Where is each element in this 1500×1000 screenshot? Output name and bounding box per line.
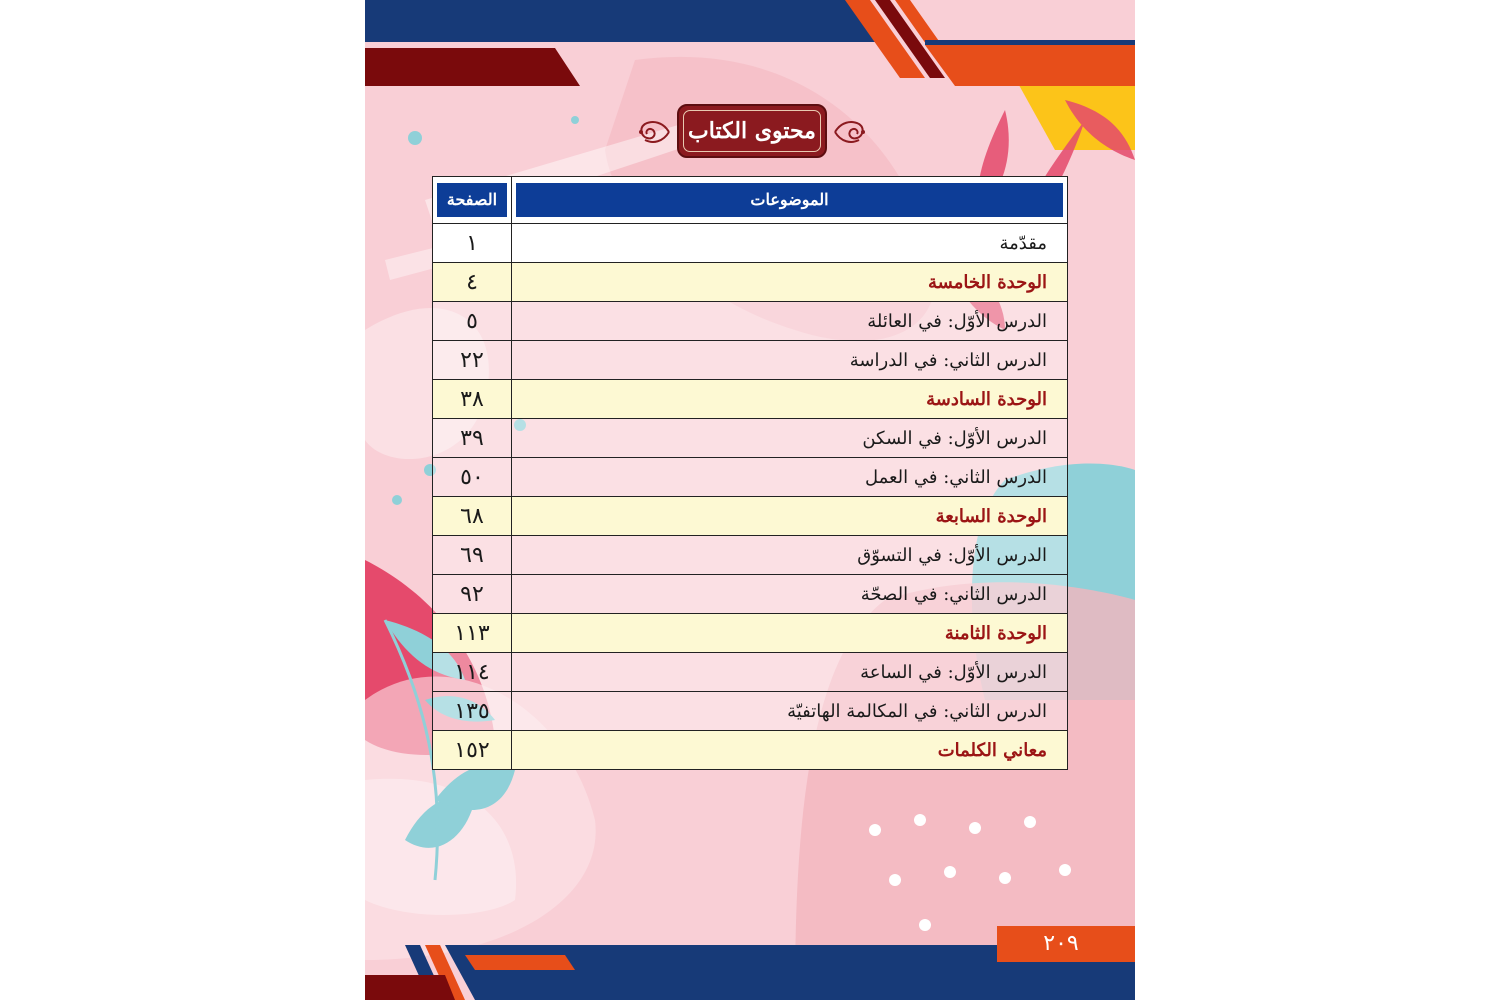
ornament-left-icon [637,118,671,146]
toc-page-number: ٤ [433,263,512,302]
toc-topic: معاني الكلمات [512,731,1068,770]
toc-page-number: ١٥٢ [433,731,512,770]
page-title [677,104,827,158]
toc-row[interactable] [433,614,1068,653]
toc-row[interactable] [433,653,1068,692]
toc-header-row [433,177,1068,224]
toc-page-number: ١ [433,224,512,263]
toc-page-number: ١١٤ [433,653,512,692]
toc-topic: الدرس الثاني: في العمل [512,458,1068,497]
toc-topic: الدرس الثاني: في الدراسة [512,341,1068,380]
book-page [365,0,1135,1000]
toc-page-number: ٢٢ [433,341,512,380]
page-header: الصفحة [433,177,512,224]
toc-row[interactable] [433,224,1068,263]
toc-row[interactable] [433,380,1068,419]
toc-page-number: ٣٨ [433,380,512,419]
toc-row[interactable] [433,536,1068,575]
toc-page-number: ١٣٥ [433,692,512,731]
toc-topic: الوحدة السابعة [512,497,1068,536]
toc-topic: الوحدة الثامنة [512,614,1068,653]
table-of-contents [432,176,1068,770]
toc-topic: الوحدة السادسة [512,380,1068,419]
page-number: ٢٠٩ [997,926,1135,962]
page-title-banner [635,104,869,160]
toc-page-number: ٦٨ [433,497,512,536]
toc-page-number: ١١٣ [433,614,512,653]
toc-row[interactable] [433,302,1068,341]
toc-page-number: ٣٩ [433,419,512,458]
page-title-text: محتوى الكتاب [688,118,816,144]
toc-topic: الدرس الأوّل: في التسوّق [512,536,1068,575]
toc-page-number: ٥٠ [433,458,512,497]
toc-row[interactable] [433,731,1068,770]
toc-row[interactable] [433,575,1068,614]
toc-row[interactable] [433,497,1068,536]
toc-topic: الدرس الثاني: في المكالمة الهاتفيّة [512,692,1068,731]
toc-row[interactable] [433,263,1068,302]
toc-topic: الدرس الأوّل: في العائلة [512,302,1068,341]
toc-row[interactable] [433,341,1068,380]
toc-topic: مقدّمة [512,224,1068,263]
toc-topic: الوحدة الخامسة [512,263,1068,302]
toc-row[interactable] [433,458,1068,497]
topics-header: الموضوعات [512,177,1068,224]
toc-page-number: ٦٩ [433,536,512,575]
toc-topic: الدرس الثاني: في الصحّة [512,575,1068,614]
ornament-right-icon [833,118,867,146]
toc-row[interactable] [433,419,1068,458]
toc-page-number: ٥ [433,302,512,341]
toc-topic: الدرس الأوّل: في الساعة [512,653,1068,692]
toc-topic: الدرس الأوّل: في السكن [512,419,1068,458]
toc-row[interactable] [433,692,1068,731]
toc-page-number: ٩٢ [433,575,512,614]
